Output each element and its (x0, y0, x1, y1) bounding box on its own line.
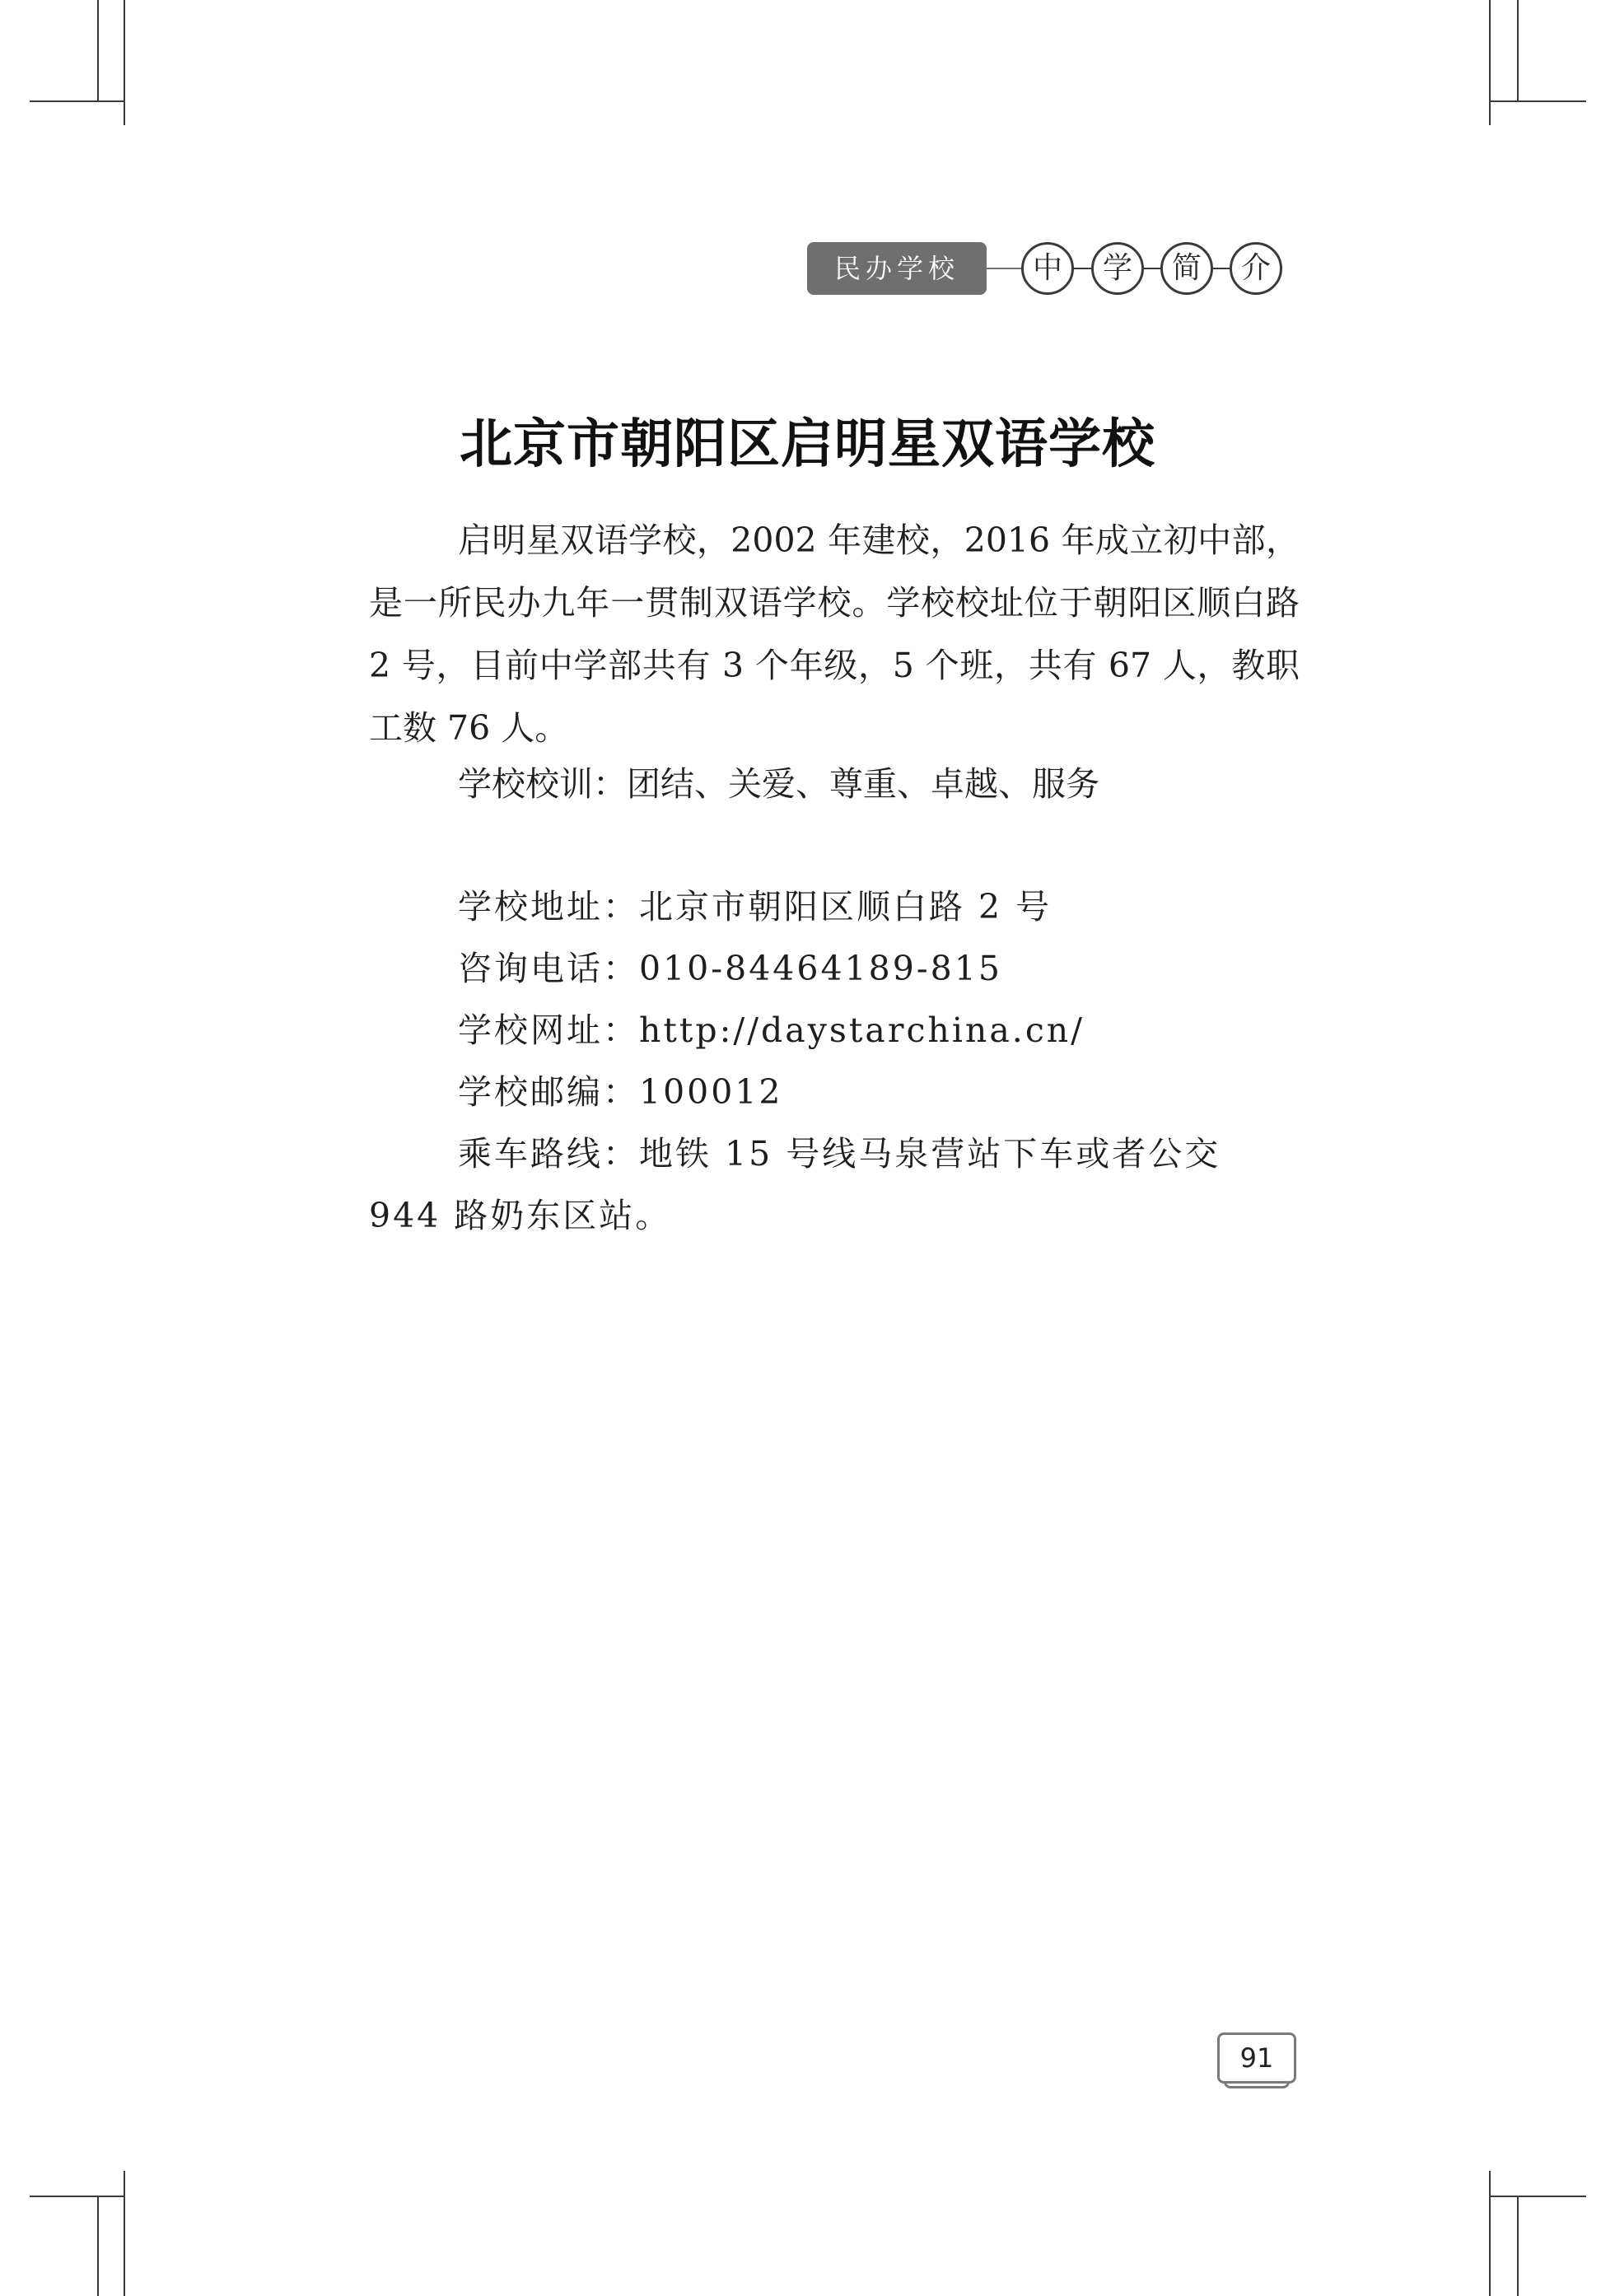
address-line: 学校地址：北京市朝阳区顺白路 2 号 (458, 887, 1053, 926)
crop-mark (30, 2196, 125, 2197)
crop-mark (124, 0, 125, 125)
crop-mark (124, 2171, 125, 2296)
category-tag: 民办学校 (807, 242, 987, 295)
running-header (807, 239, 1301, 298)
crop-mark (1489, 100, 1586, 102)
postcode-line: 学校邮编：100012 (458, 1072, 783, 1112)
section-char: 简 (1160, 242, 1213, 295)
header-connector (1212, 268, 1230, 269)
crop-mark (30, 100, 125, 102)
header-connector (987, 268, 1021, 269)
section-char: 学 (1091, 242, 1144, 295)
book-base (1224, 2082, 1290, 2088)
crop-mark (1489, 2171, 1491, 2296)
contact-info (369, 876, 1300, 1247)
page-title: 北京市朝阳区启明星双语学校 (460, 414, 1155, 475)
crop-mark (97, 0, 99, 102)
website-line: 学校网址：http://daystarchina.cn/ (458, 1010, 1085, 1050)
school-motto: 学校校训：团结、关爱、尊重、卓越、服务 (458, 764, 1099, 804)
header-connector (1143, 268, 1160, 269)
header-connector (1074, 268, 1091, 269)
intro-paragraph: 启明星双语学校，2002 年建校，2016 年成立初中部，是一所民办九年一贯制双语学校。学校校址位于朝阳区顺白路 2 号，目前中学部共有 3 个年级，5 个班，共有 67 人，教职工数 76 人。 (369, 520, 1300, 748)
crop-mark (1517, 2196, 1519, 2296)
crop-mark (1489, 0, 1491, 125)
section-char: 介 (1230, 242, 1282, 295)
intro-section (369, 509, 1300, 759)
section-char: 中 (1021, 242, 1074, 295)
crop-mark (1489, 2196, 1586, 2197)
crop-mark (1517, 0, 1519, 102)
crop-mark (97, 2196, 99, 2296)
page-number-badge (1217, 2032, 1296, 2090)
phone-line: 咨询电话：010-84464189-815 (458, 949, 1002, 988)
route-line: 乘车路线：地铁 15 号线马泉营站下车或者公交 944 路奶东区站。 (369, 1134, 1221, 1235)
page-number: 91 (1239, 2042, 1274, 2074)
